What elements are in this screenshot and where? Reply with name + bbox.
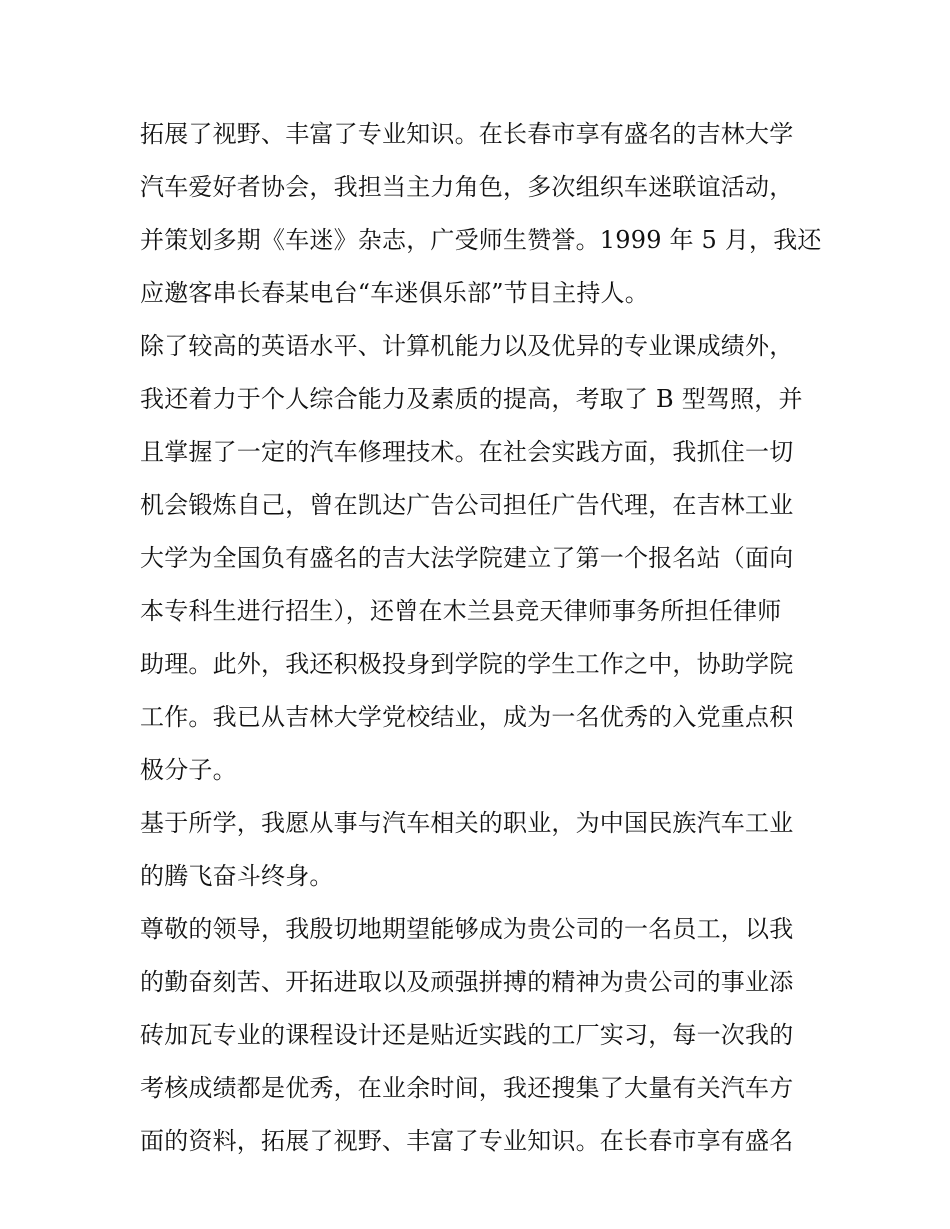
paragraph-3: [140, 797, 812, 903]
text-line: 极分子。: [140, 756, 237, 784]
text-line: 尊敬的领导，我殷切地期望能够成为贵公司的一名员工，以我: [140, 915, 794, 943]
text-line: 砖加瓦专业的课程设计还是贴近实践的工厂实习，每一次我的: [140, 1021, 794, 1049]
text-line: 本专科生进行招生），还曾在木兰县竞天律师事务所担任律师: [140, 597, 782, 625]
text-line: 应邀客串长春某电台“车迷俱乐部”节目主持人。: [140, 279, 649, 307]
text-line: 且掌握了一定的汽车修理技术。在社会实践方面，我抓住一切: [140, 438, 794, 466]
text-line: 基于所学，我愿从事与汽车相关的职业，为中国民族汽车工业: [140, 809, 794, 837]
text-line: 除了较高的英语水平、计算机能力以及优异的专业课成绩外，: [140, 332, 794, 360]
text-line: 工作。我已从吉林大学党校结业，成为一名优秀的入党重点积: [140, 703, 794, 731]
text-line: 面的资料，拓展了视野、丰富了专业知识。在长春市享有盛名: [140, 1127, 794, 1155]
text-line: 的勤奋刻苦、开拓进取以及顽强拼搏的精神为贵公司的事业添: [140, 968, 794, 996]
text-line: 的腾飞奋斗终身。: [140, 862, 334, 890]
paragraph-4: [140, 903, 812, 1168]
text-line: 助理。此外，我还积极投身到学院的学生工作之中，协助学院: [140, 650, 794, 678]
paragraph-2: [140, 320, 812, 797]
text-line: 并策划多期《车迷》杂志，广受师生赞誉。1999 年 5 月，我还: [140, 226, 822, 254]
text-line: 拓展了视野、丰富了专业知识。在长春市享有盛名的吉林大学: [140, 120, 794, 148]
text-line: 汽车爱好者协会，我担当主力角色，多次组织车迷联谊活动，: [140, 173, 794, 201]
paragraph-1: [140, 108, 822, 320]
text-line: 大学为全国负有盛名的吉大法学院建立了第一个报名站（面向: [140, 544, 794, 572]
text-line: 考核成绩都是优秀，在业余时间，我还搜集了大量有关汽车方: [140, 1074, 794, 1102]
text-line: 机会锻炼自己，曾在凯达广告公司担任广告代理，在吉林工业: [140, 491, 794, 519]
text-line: 我还着力于个人综合能力及素质的提高，考取了 B 型驾照，并: [140, 385, 803, 413]
